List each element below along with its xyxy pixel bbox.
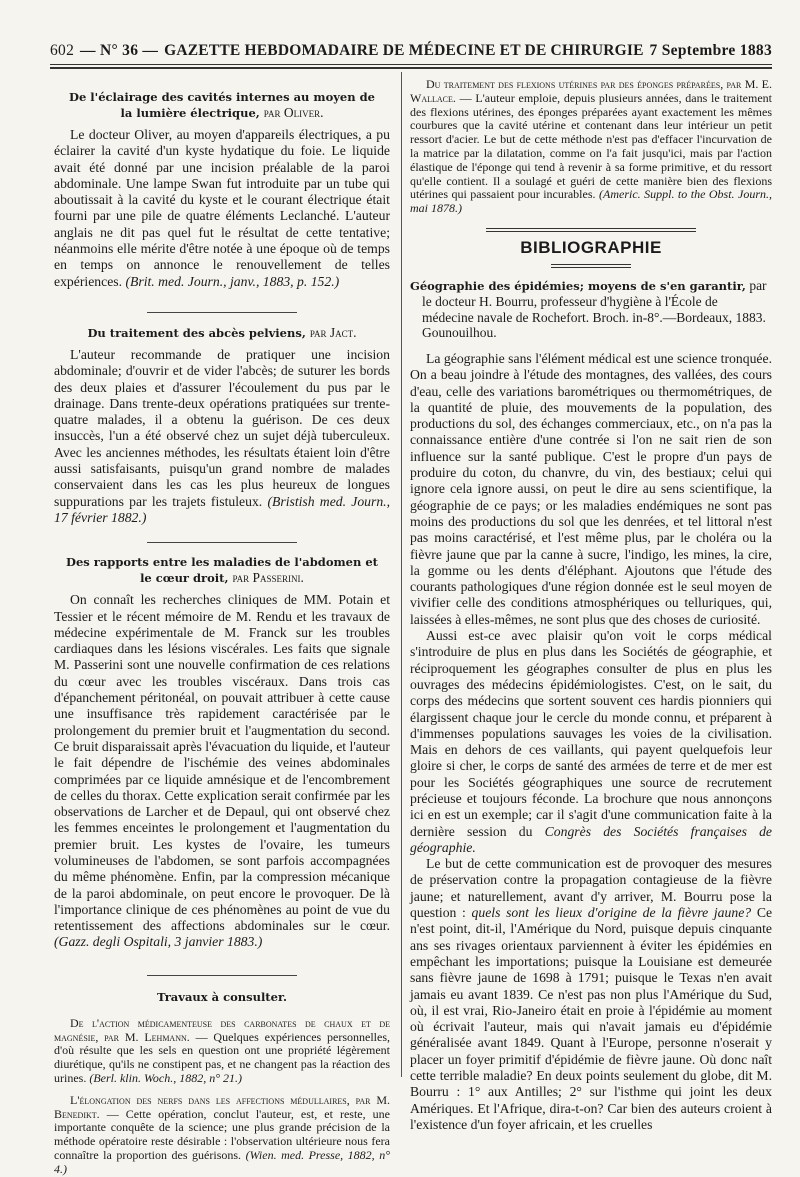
bibliography-entry: Géographie des épidémies; moyens de s'en garantir, par le docteur H. Bourru, professeur d'hygiène à l'École de médecine navale de Rochefort. Broch. in-8°.—Bordeaux, 1883. Gounouilhou. [410, 277, 767, 341]
right-column [410, 72, 772, 1133]
article-reference: (Brit. med. Journ., janv., 1883, p. 152.) [125, 273, 340, 289]
review-paragraph: La géographie sans l'élément médical est une science tronquée. On a beau joindre à l'étude des montagnes, des vallées, des cours d'eau, celle des variations barométriques ou thermométriques, de la quantité de pluie, des mouvements de la population, des productions du sol, des échanges commerciaux, etc., on n'a pas la connaissance entière d'une contrée si l'on ne sait rien de son influence sur la santé publique. C'est le propre d'un pays de produire du coton, du chanvre, du vin, des bestiaux; celui qui ignore cela ignore aussi, on peut le dire au sens scientifique, la géographie de ce pays; or les maladies endémiques ne sont pas moins des productions du sol que les denrées, et tel littoral n'est pas moins caractérisé, et l'est même plus, par le choléra ou la fièvre jaune que par la canne à sucre, l'indigo, les mines, la cire, la gomme ou les dents d'éléphant. Ajoutons que l'étude des courants pathologiques d'une région donnée est le seul moyen de vivifier celle des conditions atmosphériques ou telluriques, qui, laissées à elles-mêmes, ne sont plus que des choses de curiosité. [410, 350, 772, 627]
section-title: Travaux à consulter. [157, 989, 287, 1004]
article-title: Du traitement des abcès pelviens, par Jact. [87, 324, 357, 340]
header-rule-thick [50, 67, 772, 69]
issue-date: 7 Septembre 1883 [649, 42, 772, 59]
continued-article [410, 78, 772, 216]
page-number: 602 [50, 42, 75, 59]
work-entry: L'élongation des nerfs dans les affections médullaires, par M. Benedikt. — Cette opération, conclut l'auteur, est, et reste, une importante conquête de la science; une plus grande précision de la méthode opératoire reste désirable : l'observation ultérieure nous fera connaître la proportion des guérisons. (Wien. med. Presse, 1882, n° 4.) [54, 1092, 390, 1176]
separator [147, 312, 297, 313]
review-paragraph: Le but de cette communication est de provoquer des mesures de préservation contre la propagation contagieuse de la fièvre jaune; et naturellement, avant d'y arriver, M. Bourru pose la question : quels sont les lieux d'origine de la fièvre jaune? Ce n'est point, dit-il, l'Amérique du Nord, puisque depuis cinquante ans ses rivages orientaux parviennent à éviter les épidémies en empêchant les importations; puisque la Louisiane est demeurée sans fièvre jaune de 1698 à 1791; puisque le Texas n'en avait jamais eu avant 1839. Ce n'est pas non plus l'Amérique du Sud, où, il est vrai, Rio-Janeiro était en proie à l'épidémie au moment où écrivait l'auteur, mais qui n'avait jamais eu d'épidémie généralisée avant 1849. Quant à l'Europe, personne n'oserait y placer un foyer primitif d'épidémie de fièvre jaune. Où donc naît cette terrible maladie? En deux points seulement du globe, dit M. Bourru : 1° aux Antilles; 2° sur l'isthme qui joint les deux Amériques. Et l'Afrique, dira-t-on? Car bien des auteurs croient à l'existence d'un foyer africain, et les cruelles [410, 856, 773, 1132]
article-title: Des rapports entre les maladies de l'abdomen et le cœur droit, par Passerini. [66, 555, 378, 586]
article-body: Le docteur Oliver, au moyen d'appareils électriques, a pu éclairer la cavité d'un kyste hydatique du foie. Le liquide avait été donné par une incision préalable de la paroi abdominale. Une lampe Swan fut introduite par un tube qui aboutissait à la cavité du kyste et le courant électrique était fourni par une pile de quatre éléments Leclanché. L'auteur anglais ne dit pas quel fut le résultat de cette tentative; néanmoins elle mérite d'être notée à une époque où de temps en temps on annonce le renouvellement de telles expériences. (Brit. med. Journ., janv., 1883, p. 152.) [54, 127, 390, 289]
works-to-consult [54, 1017, 390, 1177]
review-paragraph: Aussi est-ce avec plaisir qu'on voit le corps médical s'introduire de plus en plus dans les Sociétés de géographie, et réciproquement les géographes consulter de plus en plus les ouvrages des médecins épidémiologistes. C'est, on le sait, du corps des médecins que sortent souvent ces hardis pionniers qui élargissent chaque jour le cercle du monde connu, et préparent à d'immenses populations sauvages les voies de la civilisation. Mais en dehors de ces vaillants, qui payent quelquefois leur gloire si cher, le corps de santé des armées de terre et de mer est pour les Sociétés géographiques une source de recrutement précieuse et toujours féconde. La brochure que nous annonçons ici en est un exemple; car il s'agit d'une communication faite à la dernière session du Congrès des Sociétés françaises de géographie. [410, 628, 773, 855]
separator [147, 542, 297, 543]
bibliography-heading: BIBLIOGRAPHIE [520, 237, 662, 257]
article-title: De l'éclairage des cavités internes au moyen de la lumière électrique, par Oliver. [69, 90, 375, 120]
article-reference: (Bristish med. Journ., 17 février 1882.) [54, 493, 391, 525]
article-body: Du traitement des flexions utérines par des éponges préparées, par M. E. Wallace. — L'auteur emploie, depuis plusieurs années, dans le traitement des flexions utérines, des éponges préparées ayant exactement les mêmes courbures que la cavité utérine et contenant dans leur intérieur un petit ressort d'acier. Le but de cette méthode n'est pas d'effacer l'incurvation de la matrice par la dilatation, comme on l'a fait jusqu'ici, mais par l'action élastique de l'éponge qui tend à revenir à sa forme primitive, et du ressort qu'elle contient. Il a soulagé et guéri de cette manière bien des flexions utérines qui passaient pour incurables. (Americ. Suppl. to the Obst. Journ., mai 1878.) [410, 77, 773, 216]
bibliography-rule [551, 264, 631, 268]
article-author: par Passerini. [232, 570, 304, 586]
separator [147, 975, 297, 976]
article-reference: (Gazz. degli Ospitali, 3 janvier 1883.) [54, 934, 263, 950]
issue-number: — N° 36 — [80, 42, 159, 59]
article-body: On connaît les recherches cliniques de MM. Potain et Tessier et le récent mémoire de M. Rendu et les travaux de médecine expérimentale de M. Franck sur les troubles cardiaques dans les lésions viscérales. Les faits que signale M. Passerini sont une nouvelle confirmation de ces relations du cœur avec les troubles viscéraux. Dans trois cas d'épanchement péritonéal, on pouvait attribuer à cette cause une insuffisance très rapidement caractérisée par le prolongement du premier bruit et l'augmentation du second. Ce bruit disparaissait après l'évacuation du liquide, et l'auteur le fait dépendre de l'ischémie des veines abdominales comprimées par ce liquide amnésique et de l'encombrement de celles du thorax. Cette explication serait confirmée par les observations de Larcher et de Depaul, qui ont observé chez les femmes enceintes le prolongement et l'augmentation du premier bruit. Les kystes de l'ovaire, les tumeurs volumineuses de l'abdomen, se sont parfois accompagnées du même phénomène. Enfin, par la compression mécanique de la paroi abdominale, on peut encore le provoquer. De là l'importance clinique de ces phénomènes au point de vue du retentissement des affections abdominales sur le cœur. (Gazz. degli Ospitali, 3 janvier 1883.) [54, 592, 390, 950]
article-body: L'auteur recommande de pratiquer une incision abdominale; d'ouvrir et de vider l'abcès; de suturer les bords des deux plaies et d'assurer l'écoulement du pus par le drainage. Dans trente-deux opérations pratiquées sur trente-quatre malades, il a obtenu la guérison. De ces deux insuccès, l'un a été observé chez un sujet déjà tuberculeux. Avec les anciennes méthodes, les résultats étaient loin d'être aussi satisfaisants, puisqu'un grand nombre de malades conservaient dans les cas les plus heureux de longues suppurations par les trajets fistuleux. (Bristish med. Journ., 17 février 1882.) [54, 346, 391, 525]
running-header [50, 42, 772, 66]
work-entry: De l'action médicamenteuse des carbonates de chaux et de magnésie, par M. Lehmann. — Quelques expériences personnelles, d'où résulte que les sels en question ont une propriété légèrement diurétique, qu'ils ne constipent pas, et ne changent pas la réaction des urines. (Berl. klin. Woch., 1882, n° 21.) [54, 1015, 391, 1085]
article-author: par Jact. [309, 324, 357, 340]
article-author: par Oliver. [263, 105, 324, 120]
journal-title: GAZETTE HEBDOMADAIRE DE MÉDECINE ET DE CHIRURGIE [164, 42, 644, 59]
header-rule [50, 64, 772, 65]
left-column [54, 72, 390, 1177]
column-divider [401, 72, 402, 1077]
